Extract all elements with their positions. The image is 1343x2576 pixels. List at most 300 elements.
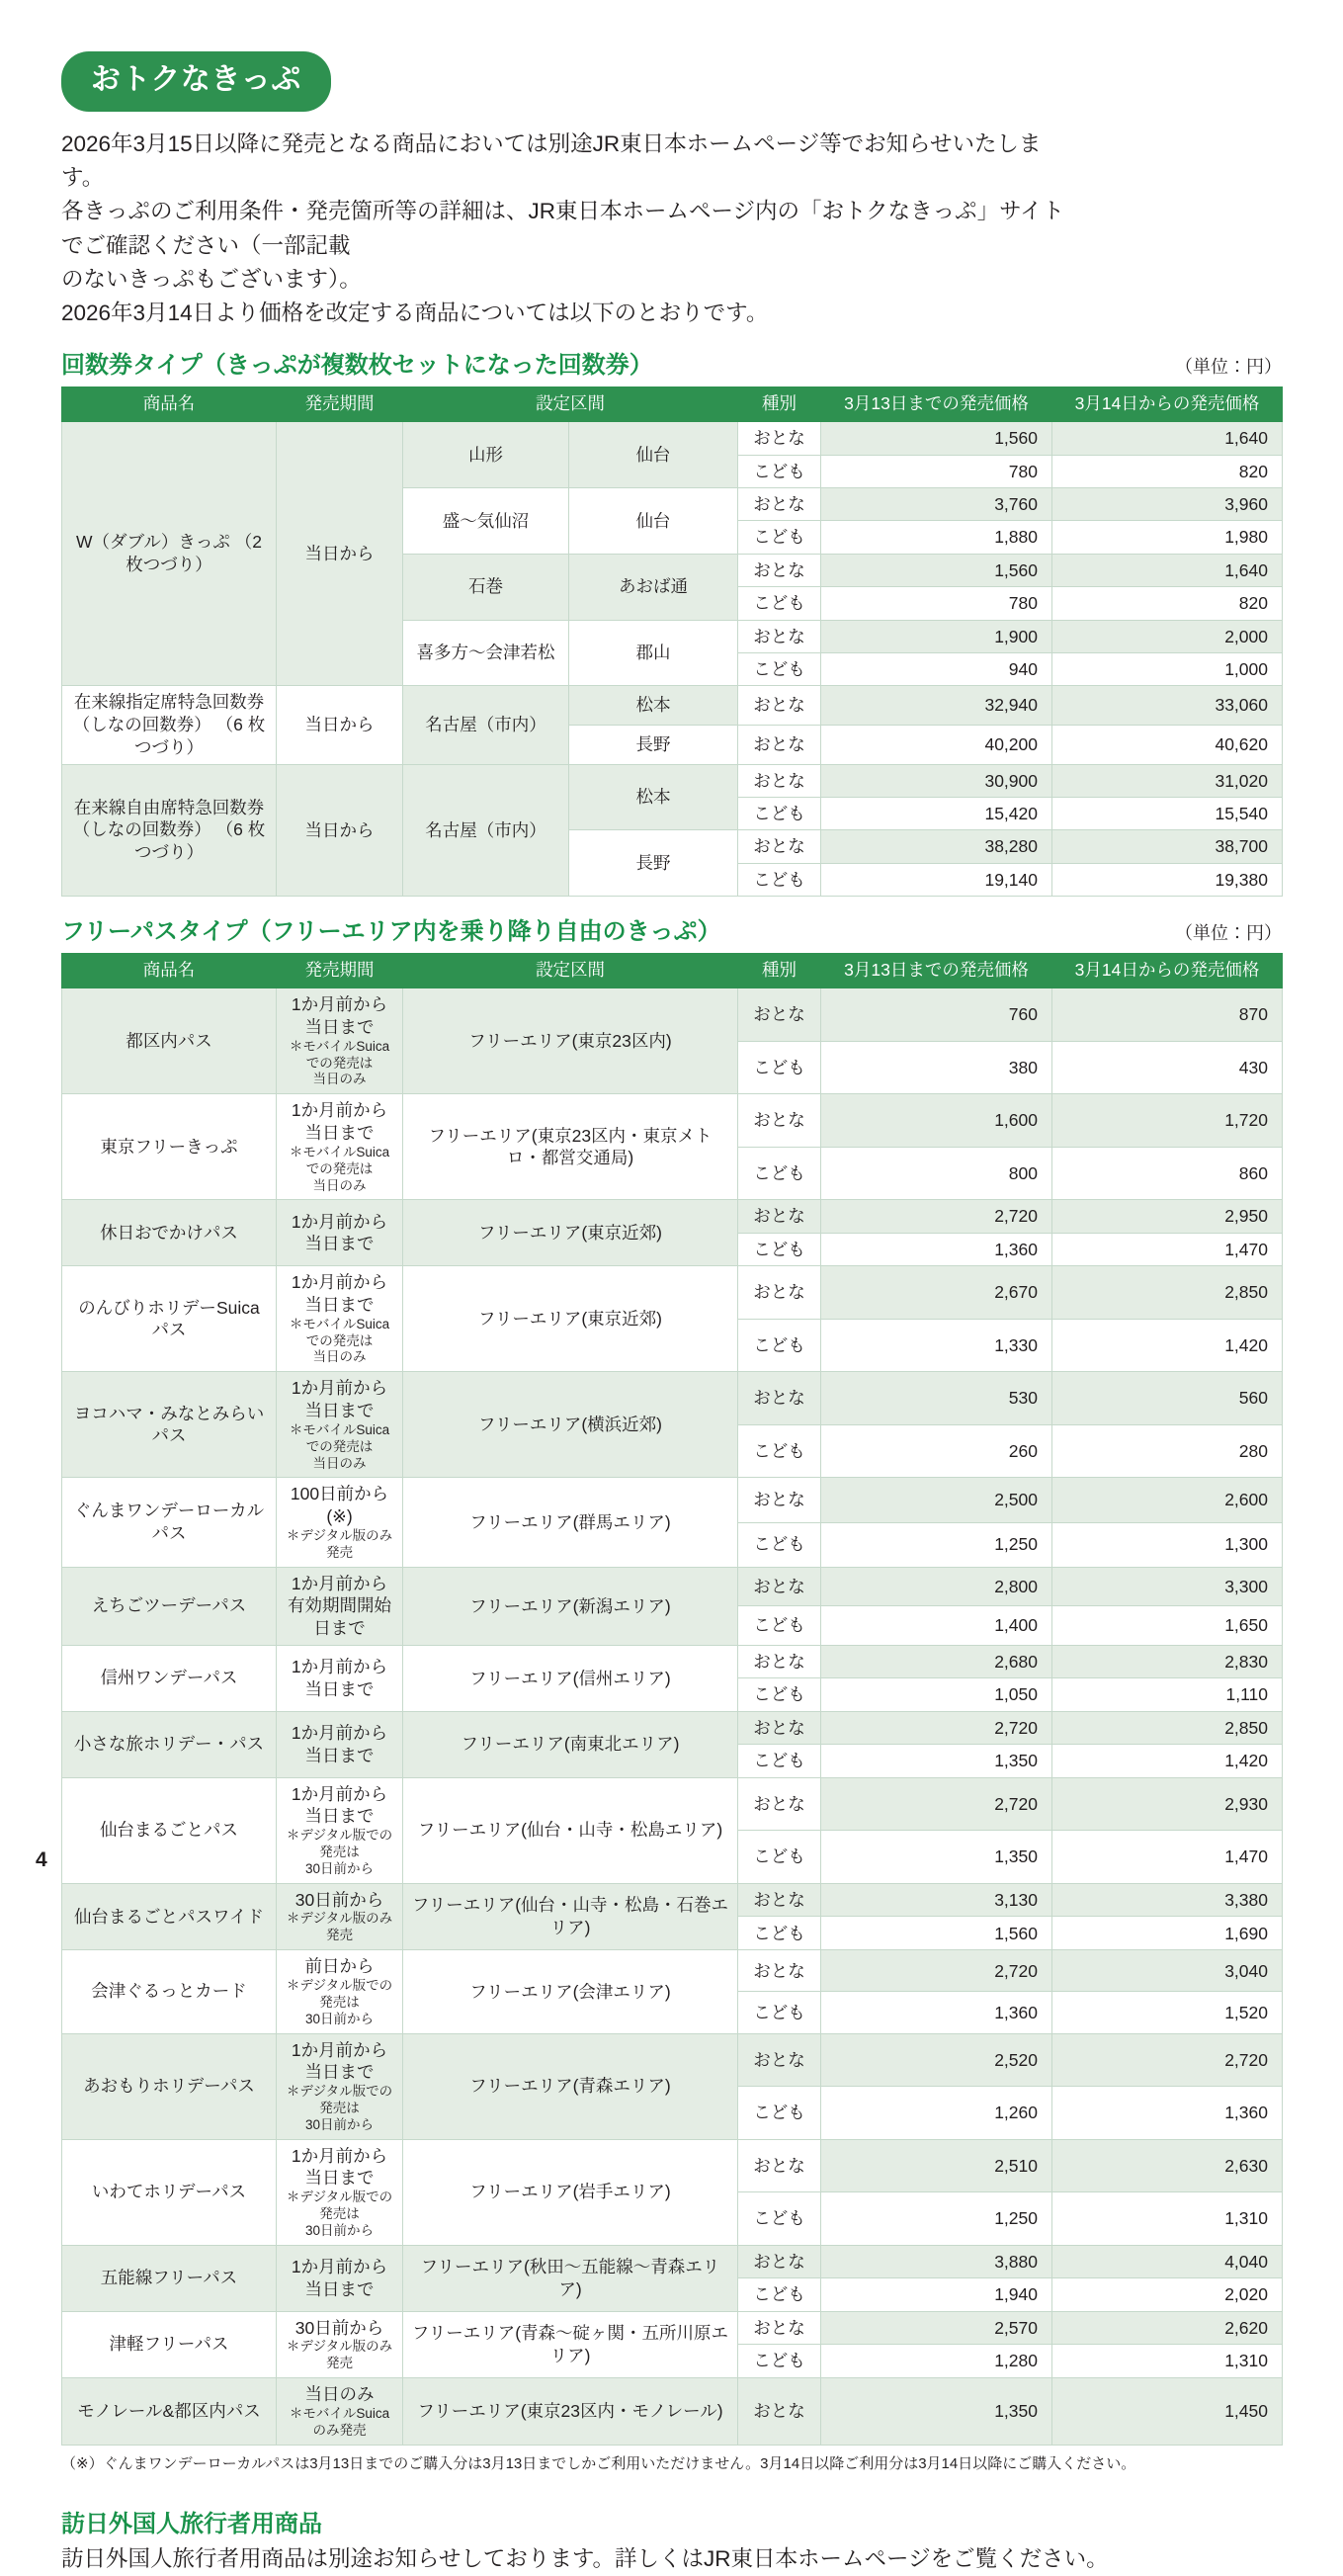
fare-type: おとな: [738, 988, 821, 1042]
zone-cell: フリーエリア(青森エリア): [403, 2033, 738, 2139]
zone-to: 松本: [569, 686, 738, 726]
price-before: 40,200: [821, 725, 1052, 764]
price-after: 1,110: [1052, 1678, 1283, 1711]
fare-type: こども: [738, 1147, 821, 1200]
period-main: 前日から: [304, 1956, 375, 1977]
period-main: 1か月前から当日まで: [291, 1783, 388, 1827]
product-name: 在来線指定席特急回数券: [73, 692, 265, 713]
period-cell: [277, 1200, 403, 1266]
price-before: 1,260: [821, 2087, 1052, 2140]
section3-body: 訪日外国人旅行者用商品は別途お知らせしております。詳しくはJR東日本ホームページをご覧ください。: [61, 2545, 1109, 2571]
product-name-cell: [62, 2033, 277, 2139]
product-name: 仙台まるごとパスワイド: [74, 1906, 264, 1927]
fare-type: おとな: [738, 830, 821, 863]
zone-cell: フリーエリア(東京近郊): [403, 1200, 738, 1266]
period-note-2: 30日前から: [304, 2011, 375, 2026]
period-cell: [277, 2139, 403, 2245]
price-after: 31,020: [1052, 764, 1283, 797]
product-name-sub: （2 枚つづり）: [126, 532, 262, 575]
price-after: 1,720: [1052, 1094, 1283, 1148]
fare-type: こども: [738, 1522, 821, 1567]
product-name: 五能線フリーパス: [100, 2268, 238, 2288]
price-before: 1,400: [821, 1606, 1052, 1646]
col-price-before: 3月13日までの発売価格: [821, 386, 1052, 421]
fare-type: おとな: [738, 1645, 821, 1677]
product-name-sub3: （6 枚つづり）: [134, 715, 266, 757]
period-cell: [277, 1645, 403, 1711]
zone-to: 長野: [569, 725, 738, 764]
period-note: ＊デジタル版のみ発売: [286, 1911, 393, 1943]
period-note: ＊モバイルSuicaでの発売は: [289, 1316, 390, 1348]
price-after: 2,720: [1052, 2033, 1283, 2087]
fare-type: おとな: [738, 1372, 821, 1425]
table-row: [62, 1711, 1283, 1744]
fare-type: こども: [738, 2345, 821, 2378]
zone-from: 山形: [403, 422, 569, 488]
period-sub-main: 有効期間開始日まで: [288, 1595, 391, 1639]
section1-heading: 回数券タイプ（きっぷが複数枚セットになった回数券）: [61, 352, 653, 380]
product-name: 東京フリーきっぷ: [100, 1136, 238, 1157]
period-note: ＊デジタル版のみ発売: [286, 1527, 393, 1560]
fare-type: こども: [738, 1917, 821, 1950]
product-name-cell: [62, 2139, 277, 2245]
price-after: 2,930: [1052, 1777, 1283, 1831]
product-name: 小さな旅ホリデー・パス: [73, 1734, 265, 1755]
fare-type: おとな: [738, 1567, 821, 1606]
price-before: 1,880: [821, 521, 1052, 554]
zone-cell: フリーエリア(仙台・山寺・松島エリア): [403, 1777, 738, 1883]
period-cell: [277, 1777, 403, 1883]
period-note-2: 当日のみ: [312, 1177, 367, 1193]
price-before: 1,330: [821, 1319, 1052, 1372]
table-row: [62, 2378, 1283, 2446]
period-cell: [277, 1950, 403, 2033]
period-note: ＊デジタル版での発売は: [286, 2084, 393, 2115]
product-name: 信州ワンデーパス: [100, 1668, 238, 1688]
period-cell: 当日から: [277, 422, 403, 686]
product-name-cell: [62, 2245, 277, 2311]
zone-to: あおば通: [569, 554, 738, 620]
price-after: 2,620: [1052, 2311, 1283, 2345]
period-note-2: 当日のみ: [312, 1349, 367, 1365]
price-before: 1,250: [821, 2192, 1052, 2246]
price-before: 1,560: [821, 422, 1052, 455]
table-row: [62, 2139, 1283, 2192]
price-before: 2,680: [821, 1645, 1052, 1677]
price-after: 38,700: [1052, 830, 1283, 863]
col-product: 商品名: [62, 386, 277, 421]
period-main: 当日のみ: [304, 2384, 375, 2405]
price-after: 1,310: [1052, 2192, 1283, 2246]
table-row: [62, 686, 1283, 726]
period-note-2: 30日前から: [304, 2222, 375, 2238]
period-main: 1か月前から当日まで: [291, 2039, 388, 2083]
product-name: あおもりホリデーパス: [83, 2076, 255, 2097]
product-name-sub2: （しなの回数券）: [72, 715, 211, 735]
price-after: 1,650: [1052, 1606, 1283, 1646]
table-row: [62, 1950, 1283, 1992]
price-after: 1,520: [1052, 1992, 1283, 2033]
period-cell: [277, 1883, 403, 1950]
price-before: 2,720: [821, 1200, 1052, 1233]
price-after: 2,630: [1052, 2139, 1283, 2192]
period-note: ＊デジタル版での発売は: [286, 1977, 393, 2010]
period-note-2: 当日のみ: [312, 1455, 367, 1471]
fare-type: おとな: [738, 422, 821, 455]
section1-heading-row: [0, 352, 1343, 381]
fare-type: おとな: [738, 764, 821, 797]
period-note: ＊モバイルSuicaでの発売は: [289, 1144, 390, 1176]
price-after: 1,640: [1052, 422, 1283, 455]
zone-to: 仙台: [569, 487, 738, 554]
price-before: 1,560: [821, 554, 1052, 586]
price-after: 1,420: [1052, 1319, 1283, 1372]
product-name-sub3: （6 枚つづり）: [134, 819, 266, 863]
col-price-after: 3月14日からの発売価格: [1052, 953, 1283, 987]
price-after: 1,300: [1052, 1522, 1283, 1567]
fare-type: こども: [738, 652, 821, 685]
price-after: 860: [1052, 1147, 1283, 1200]
price-before: 2,570: [821, 2311, 1052, 2345]
zone-cell: フリーエリア(横浜近郊): [403, 1372, 738, 1478]
fare-type: こども: [738, 1992, 821, 2033]
price-after: 1,420: [1052, 1745, 1283, 1777]
price-before: 1,350: [821, 1745, 1052, 1777]
fare-type: おとな: [738, 620, 821, 652]
price-after: 3,040: [1052, 1950, 1283, 1992]
product-name-cell: [62, 988, 277, 1094]
price-before: 2,720: [821, 1950, 1052, 1992]
zone-to: 長野: [569, 830, 738, 897]
col-price-before: 3月13日までの発売価格: [821, 953, 1052, 987]
price-before: 2,800: [821, 1567, 1052, 1606]
fare-type: こども: [738, 2278, 821, 2311]
period-note: ＊モバイルSuicaのみ発売: [289, 2405, 390, 2438]
product-name-sub2: （しなの回数券）: [72, 819, 211, 840]
product-name: のんびりホリデー: [78, 1297, 216, 1318]
zone-origin: 名古屋（市内）: [403, 764, 569, 897]
product-name-cell: [62, 1094, 277, 1200]
product-name: 津軽フリーパス: [109, 2334, 229, 2355]
product-name-line2: Suicaパス: [151, 1297, 260, 1340]
product-name-cell: [62, 1711, 277, 1777]
fare-type: こども: [738, 455, 821, 487]
product-name-cell: [62, 2378, 277, 2446]
section1-unit-note: （単位：円）: [1175, 356, 1282, 377]
zone-cell: フリーエリア(東京23区内・モノレール): [403, 2378, 738, 2446]
zone-to: 松本: [569, 764, 738, 830]
period-main: 1か月前から当日まで: [291, 1272, 388, 1315]
col-zone: 設定区間: [403, 386, 738, 421]
fare-type: おとな: [738, 1200, 821, 1233]
zone-cell: フリーエリア(群馬エリア): [403, 1478, 738, 1567]
period-main: 1か月前から当日まで: [291, 1211, 388, 1254]
fare-type: こども: [738, 1233, 821, 1265]
product-name-cell: [62, 1645, 277, 1711]
price-after: 560: [1052, 1372, 1283, 1425]
price-after: 820: [1052, 455, 1283, 487]
table-row: [62, 988, 1283, 1042]
coupon-type-table: [61, 386, 1283, 897]
period-main: 100日前から(※): [290, 1484, 389, 1527]
period-cell: [277, 1478, 403, 1567]
table-row: [62, 1478, 1283, 1522]
free-pass-type-table: [61, 953, 1283, 2446]
fare-type: こども: [738, 2087, 821, 2140]
product-name: 休日おでかけパス: [100, 1222, 238, 1243]
price-after: 3,380: [1052, 1883, 1283, 1917]
price-after: 2,950: [1052, 1200, 1283, 1233]
product-name: ヨコハマ・みなとみらい: [73, 1403, 265, 1423]
table-row: [62, 422, 1283, 455]
period-cell: 当日から: [277, 686, 403, 764]
zone-to: 郡山: [569, 620, 738, 686]
product-name: いわてホリデーパス: [91, 2182, 247, 2202]
fare-type: こども: [738, 1831, 821, 1884]
table-row: [62, 764, 1283, 797]
fare-type: おとな: [738, 1478, 821, 1522]
fare-type: こども: [738, 521, 821, 554]
fare-type: おとな: [738, 1950, 821, 1992]
period-cell: [277, 1372, 403, 1478]
price-before: 800: [821, 1147, 1052, 1200]
period-cell: [277, 2378, 403, 2446]
product-name-cell: [62, 1372, 277, 1478]
price-after: 1,640: [1052, 554, 1283, 586]
price-after: 280: [1052, 1424, 1283, 1478]
table-header-row: [62, 953, 1283, 987]
table-row: [62, 2245, 1283, 2277]
product-name-line2: ローカルパス: [151, 1501, 265, 1544]
fare-type: おとな: [738, 1094, 821, 1148]
price-before: 2,720: [821, 1711, 1052, 1744]
price-before: 940: [821, 652, 1052, 685]
period-cell: [277, 1266, 403, 1372]
price-before: 19,140: [821, 863, 1052, 896]
section3-heading: 訪日外国人旅行者用商品: [61, 2510, 322, 2537]
period-cell: [277, 2033, 403, 2139]
zone-cell: フリーエリア(東京23区内・東京メトロ・都営交通局): [403, 1094, 738, 1200]
badge-container: [0, 0, 1343, 112]
fare-type: おとな: [738, 2378, 821, 2446]
price-before: 1,050: [821, 1678, 1052, 1711]
product-name-line2: パス: [151, 1425, 187, 1446]
fare-type: こども: [738, 1606, 821, 1646]
section2-footnote: （※）ぐんまワンデーローカルパスは3月13日までのご購入分は3月13日までしかご利用いただけません。3月14日以降ご利用分は3月14日以降にご購入ください。: [61, 2454, 1136, 2472]
intro-line-2: 各きっぷのご利用条件・発売箇所等の詳細は、JR東日本ホームページ内の「おトクなきっぷ」サイトでご確認ください（一部記載: [61, 199, 1065, 258]
price-before: 1,560: [821, 1917, 1052, 1950]
col-zone: 設定区間: [403, 953, 738, 987]
product-name: 都区内パス: [126, 1030, 212, 1051]
product-name-cell: [62, 686, 277, 764]
price-after: 2,830: [1052, 1645, 1283, 1677]
col-period: 発売期間: [277, 386, 403, 421]
price-before: 15,420: [821, 797, 1052, 829]
intro-line-4: 2026年3月14日より価格を改定する商品については以下のとおりです。: [61, 300, 769, 325]
zone-cell: フリーエリア(会津エリア): [403, 1950, 738, 2033]
product-name: 会津ぐるっとカード: [91, 1981, 247, 2002]
price-before: 380: [821, 1041, 1052, 1094]
price-after: 1,000: [1052, 652, 1283, 685]
fare-type: おとな: [738, 554, 821, 586]
zone-cell: フリーエリア(仙台・山寺・松島・石巻エリア): [403, 1883, 738, 1950]
table-header-row: [62, 386, 1283, 421]
table-row: [62, 1200, 1283, 1233]
zone-cell: フリーエリア(信州エリア): [403, 1645, 738, 1711]
product-name: えちごツーデーパス: [91, 1595, 247, 1616]
zone-cell: フリーエリア(岩手エリア): [403, 2139, 738, 2245]
product-name-cell: [62, 2311, 277, 2378]
price-after: 15,540: [1052, 797, 1283, 829]
fare-type: おとな: [738, 1266, 821, 1320]
product-name-cell: [62, 1200, 277, 1266]
price-before: 530: [821, 1372, 1052, 1425]
price-after: 2,020: [1052, 2278, 1283, 2311]
product-name: 仙台まるごとパス: [100, 1820, 238, 1841]
price-before: 38,280: [821, 830, 1052, 863]
col-type: 種別: [738, 953, 821, 987]
otoku-kippu-badge: おトクなきっぷ: [61, 51, 331, 112]
section2-heading-row: [0, 918, 1343, 947]
period-note-2: 30日前から: [304, 1860, 375, 1876]
price-after: 430: [1052, 1041, 1283, 1094]
fare-type: こども: [738, 2192, 821, 2246]
product-name: 在来線自由席特急回数券: [73, 797, 265, 817]
table-row: [62, 1777, 1283, 1831]
table-row: [62, 2311, 1283, 2345]
product-name-cell: [62, 764, 277, 897]
col-price-after: 3月14日からの発売価格: [1052, 386, 1283, 421]
page-number: 4: [36, 1848, 47, 1871]
period-note: ＊デジタル版での発売は: [286, 1828, 393, 1859]
price-after: 1,470: [1052, 1831, 1283, 1884]
zone-cell: フリーエリア(新潟エリア): [403, 1567, 738, 1645]
col-type: 種別: [738, 386, 821, 421]
period-cell: [277, 1711, 403, 1777]
price-before: 1,350: [821, 1831, 1052, 1884]
product-name-cell: [62, 1478, 277, 1567]
zone-cell: フリーエリア(東京近郊): [403, 1266, 738, 1372]
fare-type: こども: [738, 1424, 821, 1478]
period-cell: [277, 1094, 403, 1200]
table-row: [62, 1266, 1283, 1320]
fare-type: こども: [738, 797, 821, 829]
period-cell: [277, 2311, 403, 2378]
fare-type: おとな: [738, 487, 821, 520]
zone-to: 仙台: [569, 422, 738, 488]
price-after: 2,850: [1052, 1266, 1283, 1320]
price-after: 3,960: [1052, 487, 1283, 520]
fare-type: おとな: [738, 2311, 821, 2345]
price-before: 780: [821, 587, 1052, 620]
fare-type: こども: [738, 1678, 821, 1711]
fare-type: こども: [738, 587, 821, 620]
period-main: 1か月前から当日まで: [291, 2145, 388, 2189]
price-before: 780: [821, 455, 1052, 487]
product-name-cell: [62, 1950, 277, 2033]
price-after: 4,040: [1052, 2245, 1283, 2277]
price-before: 1,360: [821, 1233, 1052, 1265]
period-main: 1か月前から: [291, 1573, 388, 1593]
product-name-cell: [62, 1777, 277, 1883]
product-name: ぐんまワンデー: [73, 1501, 196, 1521]
zone-cell: フリーエリア(青森〜碇ヶ関・五所川原エリア): [403, 2311, 738, 2378]
zone-from: 盛〜気仙沼: [403, 487, 569, 554]
price-after: 2,850: [1052, 1711, 1283, 1744]
table-row: [62, 1645, 1283, 1677]
intro-paragraph: [61, 128, 1069, 330]
product-name: モノレール&都区内パス: [77, 2400, 261, 2421]
price-before: 2,720: [821, 1777, 1052, 1831]
price-after: 33,060: [1052, 686, 1283, 726]
price-after: 1,310: [1052, 2345, 1283, 2378]
fare-type: おとな: [738, 686, 821, 726]
fare-type: おとな: [738, 1711, 821, 1744]
price-before: 760: [821, 988, 1052, 1042]
price-after: 1,450: [1052, 2378, 1283, 2446]
fare-type: こども: [738, 1319, 821, 1372]
product-name-cell: [62, 1567, 277, 1645]
product-name-cell: [62, 422, 277, 686]
section2-unit-note: （単位：円）: [1175, 922, 1282, 943]
zone-origin: 名古屋（市内）: [403, 686, 569, 764]
zone-from: 石巻: [403, 554, 569, 620]
price-after: 1,360: [1052, 2087, 1283, 2140]
col-period: 発売期間: [277, 953, 403, 987]
zone-cell: フリーエリア(秋田〜五能線〜青森エリア): [403, 2245, 738, 2311]
period-main: 30日前から: [294, 2317, 384, 2338]
price-before: 260: [821, 1424, 1052, 1478]
table-row: [62, 1883, 1283, 1917]
fare-type: おとな: [738, 2245, 821, 2277]
fare-type: こども: [738, 1745, 821, 1777]
price-after: 870: [1052, 988, 1283, 1042]
fare-type: おとな: [738, 1777, 821, 1831]
period-main: 1か月前から当日まで: [291, 994, 388, 1037]
table-row: [62, 1094, 1283, 1148]
price-after: 2,600: [1052, 1478, 1283, 1522]
fare-type: おとな: [738, 1883, 821, 1917]
period-main: 30日前から: [294, 1889, 384, 1910]
price-before: 2,670: [821, 1266, 1052, 1320]
period-cell: [277, 988, 403, 1094]
price-after: 19,380: [1052, 863, 1283, 896]
price-after: 1,470: [1052, 1233, 1283, 1265]
price-after: 1,690: [1052, 1917, 1283, 1950]
product-name-cell: [62, 1266, 277, 1372]
price-before: 3,760: [821, 487, 1052, 520]
period-main: 1か月前から当日まで: [291, 1722, 388, 1765]
price-before: 1,250: [821, 1522, 1052, 1567]
price-before: 30,900: [821, 764, 1052, 797]
table-row: [62, 1567, 1283, 1606]
price-before: 32,940: [821, 686, 1052, 726]
fare-type: こども: [738, 863, 821, 896]
intro-line-3: のないきっぷもございます）。: [61, 266, 362, 292]
period-note: ＊モバイルSuicaでの発売は: [289, 1038, 390, 1071]
price-before: 1,900: [821, 620, 1052, 652]
price-before: 2,510: [821, 2139, 1052, 2192]
period-main: 1か月前から当日まで: [291, 1378, 388, 1421]
period-note: ＊デジタル版での発売は: [286, 2190, 393, 2221]
price-after: 40,620: [1052, 725, 1283, 764]
period-note: ＊デジタル版のみ発売: [286, 2339, 393, 2371]
price-before: 2,520: [821, 2033, 1052, 2087]
zone-cell: フリーエリア(東京23区内): [403, 988, 738, 1094]
fare-type: おとな: [738, 725, 821, 764]
fare-type: こども: [738, 1041, 821, 1094]
intro-line-1: 2026年3月15日以降に発売となる商品においては別途JR東日本ホームページ等でお知らせいたします。: [61, 131, 1042, 191]
